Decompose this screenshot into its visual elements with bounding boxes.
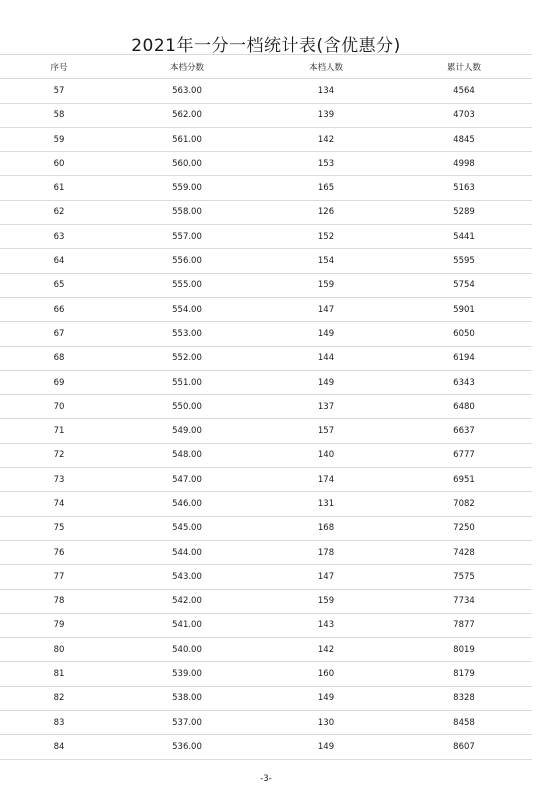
cell-rank: 70 xyxy=(0,395,118,419)
cell-rank: 61 xyxy=(0,176,118,200)
cell-cumulative: 6194 xyxy=(396,346,532,370)
cell-score: 555.00 xyxy=(118,273,256,297)
table-row xyxy=(0,249,532,273)
table-row xyxy=(0,468,532,492)
table-row xyxy=(0,711,532,735)
table-row xyxy=(0,152,532,176)
table-row xyxy=(0,492,532,516)
cell-cumulative: 7250 xyxy=(396,516,532,540)
cell-rank: 81 xyxy=(0,662,118,686)
cell-count: 149 xyxy=(256,735,396,759)
cell-cumulative: 8607 xyxy=(396,735,532,759)
table-row xyxy=(0,370,532,394)
cell-score: 547.00 xyxy=(118,468,256,492)
cell-score: 548.00 xyxy=(118,443,256,467)
cell-count: 149 xyxy=(256,322,396,346)
cell-cumulative: 5441 xyxy=(396,225,532,249)
table-row xyxy=(0,127,532,151)
cell-count: 143 xyxy=(256,613,396,637)
cell-count: 147 xyxy=(256,565,396,589)
cell-score: 557.00 xyxy=(118,225,256,249)
cell-count: 157 xyxy=(256,419,396,443)
cell-cumulative: 7082 xyxy=(396,492,532,516)
cell-cumulative: 6951 xyxy=(396,468,532,492)
cell-score: 543.00 xyxy=(118,565,256,589)
cell-count: 153 xyxy=(256,152,396,176)
cell-cumulative: 8328 xyxy=(396,686,532,710)
cell-count: 149 xyxy=(256,370,396,394)
cell-score: 560.00 xyxy=(118,152,256,176)
table-row xyxy=(0,297,532,321)
table-row xyxy=(0,395,532,419)
column-header-score: 本档分数 xyxy=(118,55,256,79)
cell-rank: 76 xyxy=(0,540,118,564)
page-title: 2021年一分一档统计表(含优惠分) xyxy=(131,36,401,57)
cell-score: 536.00 xyxy=(118,735,256,759)
cell-score: 537.00 xyxy=(118,711,256,735)
cell-rank: 78 xyxy=(0,589,118,613)
cell-score: 544.00 xyxy=(118,540,256,564)
cell-count: 140 xyxy=(256,443,396,467)
table-row xyxy=(0,638,532,662)
cell-cumulative: 6637 xyxy=(396,419,532,443)
cell-score: 550.00 xyxy=(118,395,256,419)
cell-count: 160 xyxy=(256,662,396,686)
cell-count: 165 xyxy=(256,176,396,200)
table-row xyxy=(0,443,532,467)
cell-count: 137 xyxy=(256,395,396,419)
cell-rank: 73 xyxy=(0,468,118,492)
cell-cumulative: 7428 xyxy=(396,540,532,564)
cell-count: 142 xyxy=(256,638,396,662)
cell-cumulative: 7877 xyxy=(396,613,532,637)
cell-cumulative: 4564 xyxy=(396,79,532,103)
table-row xyxy=(0,613,532,637)
cell-rank: 67 xyxy=(0,322,118,346)
column-header-count: 本档人数 xyxy=(256,55,396,79)
table-row xyxy=(0,79,532,103)
cell-rank: 62 xyxy=(0,200,118,224)
table-row xyxy=(0,176,532,200)
table-row xyxy=(0,103,532,127)
cell-cumulative: 5163 xyxy=(396,176,532,200)
cell-rank: 64 xyxy=(0,249,118,273)
cell-rank: 77 xyxy=(0,565,118,589)
table-header-row xyxy=(0,55,532,79)
cell-count: 159 xyxy=(256,589,396,613)
table-row xyxy=(0,346,532,370)
table-row xyxy=(0,662,532,686)
table-row xyxy=(0,322,532,346)
table-row xyxy=(0,565,532,589)
cell-cumulative: 7575 xyxy=(396,565,532,589)
cell-cumulative: 6480 xyxy=(396,395,532,419)
cell-score: 542.00 xyxy=(118,589,256,613)
cell-score: 549.00 xyxy=(118,419,256,443)
cell-count: 134 xyxy=(256,79,396,103)
cell-score: 551.00 xyxy=(118,370,256,394)
cell-cumulative: 8019 xyxy=(396,638,532,662)
cell-score: 538.00 xyxy=(118,686,256,710)
cell-count: 131 xyxy=(256,492,396,516)
cell-rank: 72 xyxy=(0,443,118,467)
cell-rank: 75 xyxy=(0,516,118,540)
cell-score: 561.00 xyxy=(118,127,256,151)
cell-count: 142 xyxy=(256,127,396,151)
column-header-cumulative: 累计人数 xyxy=(396,55,532,79)
table-row xyxy=(0,686,532,710)
cell-rank: 63 xyxy=(0,225,118,249)
cell-count: 144 xyxy=(256,346,396,370)
cell-score: 546.00 xyxy=(118,492,256,516)
cell-count: 154 xyxy=(256,249,396,273)
cell-cumulative: 6777 xyxy=(396,443,532,467)
cell-rank: 84 xyxy=(0,735,118,759)
cell-count: 159 xyxy=(256,273,396,297)
table-row xyxy=(0,516,532,540)
cell-score: 545.00 xyxy=(118,516,256,540)
table-row xyxy=(0,273,532,297)
cell-count: 149 xyxy=(256,686,396,710)
cell-score: 552.00 xyxy=(118,346,256,370)
cell-score: 562.00 xyxy=(118,103,256,127)
page-number: -3- xyxy=(260,774,272,784)
cell-score: 539.00 xyxy=(118,662,256,686)
cell-cumulative: 5289 xyxy=(396,200,532,224)
cell-rank: 59 xyxy=(0,127,118,151)
cell-score: 558.00 xyxy=(118,200,256,224)
cell-count: 174 xyxy=(256,468,396,492)
cell-cumulative: 5754 xyxy=(396,273,532,297)
cell-count: 139 xyxy=(256,103,396,127)
cell-rank: 69 xyxy=(0,370,118,394)
score-table xyxy=(0,54,532,760)
table-row xyxy=(0,419,532,443)
cell-rank: 79 xyxy=(0,613,118,637)
cell-rank: 74 xyxy=(0,492,118,516)
cell-cumulative: 5901 xyxy=(396,297,532,321)
cell-rank: 83 xyxy=(0,711,118,735)
table-row xyxy=(0,540,532,564)
table-row xyxy=(0,200,532,224)
cell-rank: 65 xyxy=(0,273,118,297)
cell-rank: 82 xyxy=(0,686,118,710)
cell-score: 556.00 xyxy=(118,249,256,273)
cell-count: 152 xyxy=(256,225,396,249)
cell-rank: 71 xyxy=(0,419,118,443)
cell-cumulative: 6050 xyxy=(396,322,532,346)
cell-cumulative: 4703 xyxy=(396,103,532,127)
cell-rank: 80 xyxy=(0,638,118,662)
cell-cumulative: 7734 xyxy=(396,589,532,613)
cell-cumulative: 6343 xyxy=(396,370,532,394)
cell-score: 554.00 xyxy=(118,297,256,321)
cell-count: 168 xyxy=(256,516,396,540)
cell-score: 541.00 xyxy=(118,613,256,637)
cell-count: 178 xyxy=(256,540,396,564)
cell-cumulative: 8179 xyxy=(396,662,532,686)
cell-score: 559.00 xyxy=(118,176,256,200)
cell-rank: 57 xyxy=(0,79,118,103)
cell-cumulative: 4845 xyxy=(396,127,532,151)
cell-cumulative: 5595 xyxy=(396,249,532,273)
column-header-rank: 序号 xyxy=(0,55,118,79)
cell-rank: 60 xyxy=(0,152,118,176)
cell-score: 553.00 xyxy=(118,322,256,346)
cell-count: 130 xyxy=(256,711,396,735)
cell-cumulative: 8458 xyxy=(396,711,532,735)
cell-count: 147 xyxy=(256,297,396,321)
cell-count: 126 xyxy=(256,200,396,224)
cell-rank: 66 xyxy=(0,297,118,321)
cell-score: 563.00 xyxy=(118,79,256,103)
cell-rank: 58 xyxy=(0,103,118,127)
cell-cumulative: 4998 xyxy=(396,152,532,176)
cell-rank: 68 xyxy=(0,346,118,370)
table-row xyxy=(0,589,532,613)
table-row xyxy=(0,735,532,759)
cell-score: 540.00 xyxy=(118,638,256,662)
table-body xyxy=(0,79,532,759)
table-row xyxy=(0,225,532,249)
